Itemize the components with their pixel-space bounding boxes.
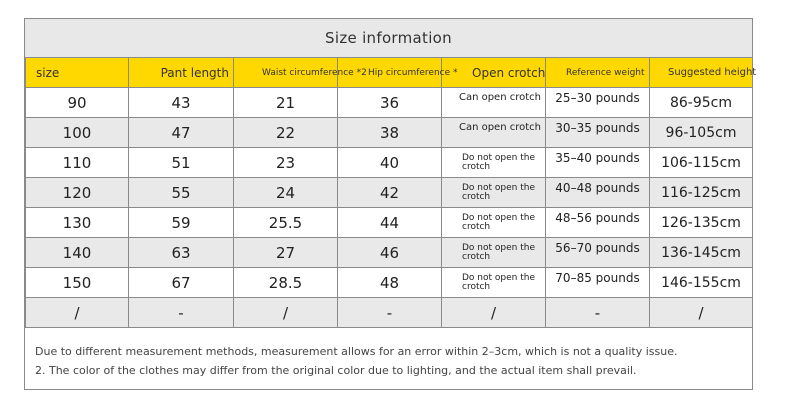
cell-hip: 44 bbox=[338, 208, 442, 238]
header-hip: Hip circumference * bbox=[338, 58, 442, 88]
table-row bbox=[26, 238, 753, 268]
cell-open-crotch: Can open crotch bbox=[442, 118, 546, 148]
cell-pant-length: 67 bbox=[129, 268, 234, 298]
cell-waist: 28.5 bbox=[234, 268, 338, 298]
note-line: 2. The color of the clothes may differ from the original color due to lighting, and the actual item shall prevail. bbox=[35, 364, 637, 377]
size-chart bbox=[24, 18, 757, 390]
cell-waist: 23 bbox=[234, 148, 338, 178]
cell-suggested-height: 96-105cm bbox=[650, 118, 753, 148]
cell-size: 100 bbox=[26, 118, 129, 148]
table-row bbox=[26, 88, 753, 118]
header-row bbox=[26, 58, 753, 88]
cell-hip: 38 bbox=[338, 118, 442, 148]
cell-reference-weight: 30–35 pounds bbox=[546, 118, 650, 148]
cell-size: 90 bbox=[26, 88, 129, 118]
cell-suggested-height: 106-115cm bbox=[650, 148, 753, 178]
cell-pant-length: 59 bbox=[129, 208, 234, 238]
cell-reference-weight: 25–30 pounds bbox=[546, 88, 650, 118]
cell-hip: 46 bbox=[338, 238, 442, 268]
cell-reference-weight: - bbox=[546, 298, 650, 328]
size-table bbox=[25, 57, 757, 328]
header-suggested-height: Suggested height bbox=[650, 58, 753, 88]
table-row bbox=[26, 118, 753, 148]
cell-waist: 21 bbox=[234, 88, 338, 118]
cell-suggested-height: / bbox=[650, 298, 753, 328]
cell-reference-weight: 35–40 pounds bbox=[546, 148, 650, 178]
header-pant-length: Pant length bbox=[129, 58, 234, 88]
cell-hip: 36 bbox=[338, 88, 442, 118]
page-title: Size information bbox=[25, 19, 752, 58]
cell-open-crotch: Do not open the crotch bbox=[442, 148, 546, 178]
note-line: Due to different measurement methods, measurement allows for an error within 2–3cm, which is not a quality issue. bbox=[35, 345, 678, 358]
header-size: size bbox=[26, 58, 129, 88]
cell-reference-weight: 48–56 pounds bbox=[546, 208, 650, 238]
cell-size: 110 bbox=[26, 148, 129, 178]
header-reference-weight: Reference weight bbox=[546, 58, 650, 88]
cell-open-crotch: Do not open the crotch bbox=[442, 238, 546, 268]
table-row bbox=[26, 298, 753, 328]
cell-suggested-height: 116-125cm bbox=[650, 178, 753, 208]
cell-reference-weight: 56–70 pounds bbox=[546, 238, 650, 268]
cell-waist: 24 bbox=[234, 178, 338, 208]
cell-size: / bbox=[26, 298, 129, 328]
table-row bbox=[26, 178, 753, 208]
cell-size: 140 bbox=[26, 238, 129, 268]
cell-waist: 22 bbox=[234, 118, 338, 148]
cell-suggested-height: 86-95cm bbox=[650, 88, 753, 118]
cell-suggested-height: 136-145cm bbox=[650, 238, 753, 268]
cell-hip: 48 bbox=[338, 268, 442, 298]
cell-open-crotch: Do not open the crotch bbox=[442, 268, 546, 298]
cell-open-crotch: Can open crotch bbox=[442, 88, 546, 118]
table-row bbox=[26, 148, 753, 178]
cell-waist: 27 bbox=[234, 238, 338, 268]
cell-pant-length: - bbox=[129, 298, 234, 328]
cell-suggested-height: 146-155cm bbox=[650, 268, 753, 298]
cell-pant-length: 47 bbox=[129, 118, 234, 148]
cell-pant-length: 51 bbox=[129, 148, 234, 178]
cell-open-crotch: / bbox=[442, 298, 546, 328]
cell-suggested-height: 126-135cm bbox=[650, 208, 753, 238]
cell-reference-weight: 70–85 pounds bbox=[546, 268, 650, 298]
header-waist: Waist circumference *2 bbox=[234, 58, 338, 88]
cell-size: 130 bbox=[26, 208, 129, 238]
table-row bbox=[26, 268, 753, 298]
cell-pant-length: 55 bbox=[129, 178, 234, 208]
cell-waist: / bbox=[234, 298, 338, 328]
cell-reference-weight: 40–48 pounds bbox=[546, 178, 650, 208]
cell-hip: 40 bbox=[338, 148, 442, 178]
cell-open-crotch: Do not open the crotch bbox=[442, 208, 546, 238]
cell-open-crotch: Do not open the crotch bbox=[442, 178, 546, 208]
cell-waist: 25.5 bbox=[234, 208, 338, 238]
notes bbox=[25, 327, 752, 389]
cell-hip: 42 bbox=[338, 178, 442, 208]
cell-size: 120 bbox=[26, 178, 129, 208]
cell-pant-length: 63 bbox=[129, 238, 234, 268]
table-row bbox=[26, 208, 753, 238]
cell-pant-length: 43 bbox=[129, 88, 234, 118]
cell-hip: - bbox=[338, 298, 442, 328]
header-open-crotch: Open crotch bbox=[442, 58, 546, 88]
cell-size: 150 bbox=[26, 268, 129, 298]
